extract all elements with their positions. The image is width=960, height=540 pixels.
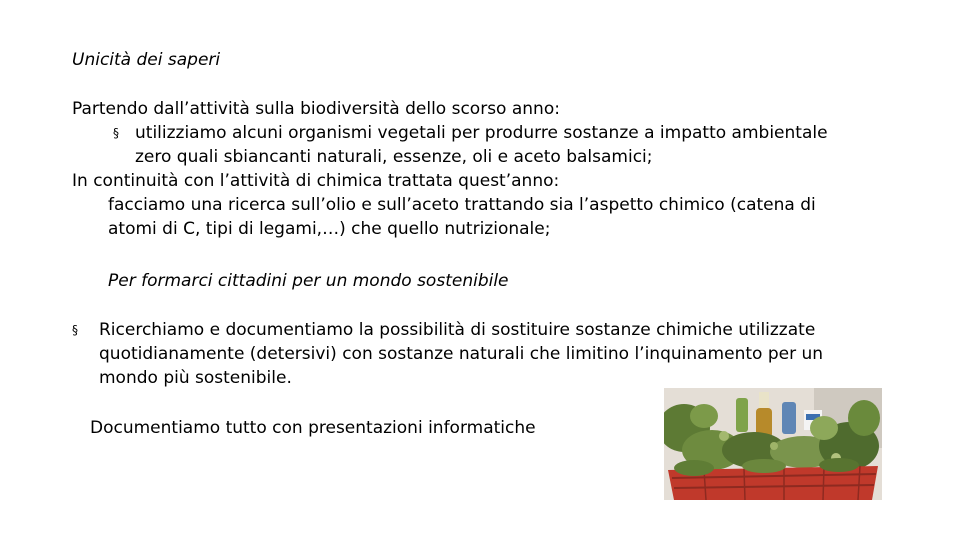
closing-text: Documentiamo tutto con presentazioni informatiche: [90, 418, 536, 438]
bullet2-line-3: mondo più sostenibile.: [99, 368, 292, 388]
bullet1-line-2: zero quali sbiancanti naturali, essenze, oli e aceto balsamici;: [135, 147, 653, 167]
bullet1-line-1: utilizziamo alcuni organismi vegetali per produrre sostanze a impatto ambientale: [135, 123, 828, 143]
bullet-marker-2: §: [72, 323, 78, 337]
continuity-text: In continuità con l’attività di chimica trattata quest’anno:: [72, 171, 560, 191]
research-line-1: facciamo una ricerca sull’olio e sull’aceto trattando sia l’aspetto chimico (catena di: [108, 195, 816, 215]
bullet-marker-1: §: [113, 126, 119, 140]
intro-text: Partendo dall’attività sulla biodiversità dello scorso anno:: [72, 99, 560, 119]
slide-title: Unicità dei saperi: [72, 50, 221, 70]
bullet2-line-1: Ricerchiamo e documentiamo la possibilità di sostituire sostanze chimiche utilizzate: [99, 320, 816, 340]
bullet2-line-2: quotidianamente (detersivi) con sostanze naturali che limitino l’inquinamento per un: [99, 344, 824, 364]
motto-text: Per formarci cittadini per un mondo sostenibile: [108, 271, 509, 291]
research-line-2: atomi di C, tipi di legami,…) che quello nutrizionale;: [108, 219, 551, 239]
herbs-basket-photo: [664, 388, 882, 500]
